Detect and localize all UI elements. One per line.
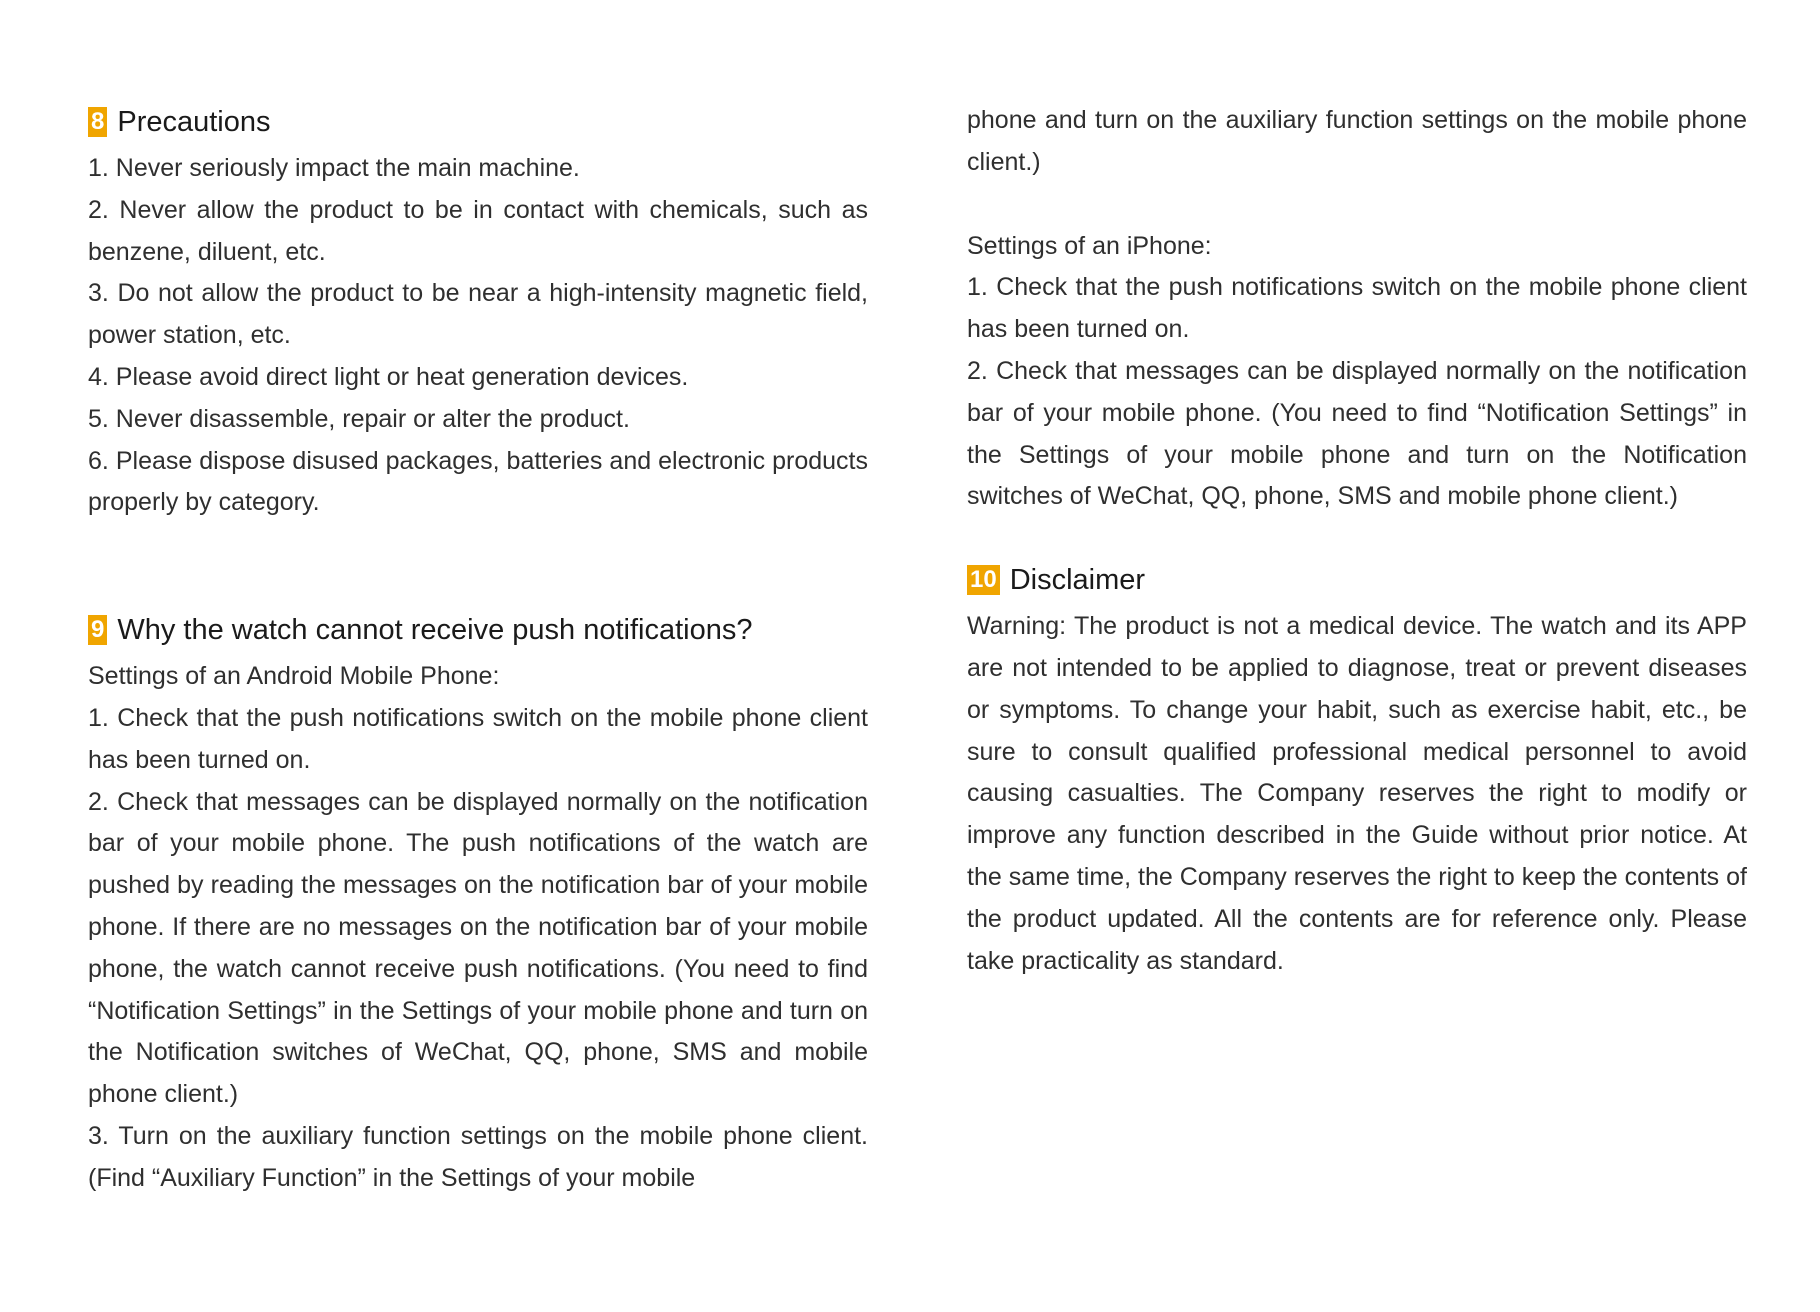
section-number-badge: 10 bbox=[967, 565, 1000, 595]
push-notifications-heading bbox=[88, 608, 868, 652]
section-number-badge: 9 bbox=[88, 615, 107, 645]
left-column bbox=[88, 100, 868, 1200]
precautions-section bbox=[88, 100, 868, 524]
section-gap bbox=[967, 518, 1747, 558]
disclaimer-heading bbox=[967, 558, 1747, 602]
precautions-heading bbox=[88, 100, 868, 144]
android-settings-item: 2. Check that messages can be displayed normally on the notification bar of your mobile phone. The push notifications of the watch are pushed by reading the messages on the notification bar of your mobile phone. If there are no messages on the notification bar of your mobile phone, the watch cannot receive push notifications. (You need to find “Notification Settings” in the Settings of your mobile phone and turn on the Notification switches of WeChat, QQ, phone, SMS and mobile phone client.) bbox=[88, 787, 868, 1109]
iphone-settings-item: 1. Check that the push notifications switch on the mobile phone client has been turned on. bbox=[967, 273, 1747, 344]
precaution-item: 1. Never seriously impact the main machine. bbox=[88, 154, 580, 182]
section-title: Disclaimer bbox=[1009, 563, 1146, 596]
android-settings-item: 1. Check that the push notifications switch on the mobile phone client has been turned on. bbox=[88, 703, 868, 774]
precaution-item: 4. Please avoid direct light or heat generation devices. bbox=[88, 362, 689, 391]
iphone-settings-heading: Settings of an iPhone: bbox=[967, 231, 1212, 260]
disclaimer-body: Warning: The product is not a medical device. The watch and its APP are not intended to be applied to diagnose, treat or prevent diseases or symptoms. To change your habit, such as exercise habit, etc., be sure to consult qualified professional medical personnel to avoid causing casualties. The Company reserves the right to modify or improve any function described in the Guide without prior notice. At the same time, the Company reserves the right to keep the contents of the product updated. All the contents are for reference only. Please take practicality as standard. bbox=[967, 612, 1747, 975]
android-settings-heading: Settings of an Android Mobile Phone: bbox=[88, 662, 500, 691]
precaution-item: 6. Please dispose disused packages, batteries and electronic products properly by category. bbox=[88, 446, 868, 517]
section-gap bbox=[88, 524, 868, 608]
iphone-settings-item: 2. Check that messages can be displayed normally on the notification bar of your mobile phone. (You need to find “Notification Settings” in the Settings of your mobile phone and turn on the Notification switches of WeChat, QQ, phone, SMS and mobile phone client.) bbox=[967, 356, 1747, 511]
section-number-badge: 8 bbox=[88, 107, 107, 137]
precaution-item: 3. Do not allow the product to be near a high-intensity magnetic field, power station, etc. bbox=[88, 279, 868, 350]
section-title: Precautions bbox=[117, 105, 271, 138]
android-settings-item-continued: phone and turn on the auxiliary function settings on the mobile phone client.) bbox=[967, 106, 1747, 176]
paragraph-gap bbox=[967, 184, 1747, 226]
section-title: Why the watch cannot receive push notifications? bbox=[117, 613, 753, 646]
precaution-item: 2. Never allow the product to be in contact with chemicals, such as benzene, diluent, etc. bbox=[88, 195, 868, 266]
push-notifications-section bbox=[88, 608, 868, 1199]
right-column bbox=[967, 100, 1747, 982]
android-settings-item: 3. Turn on the auxiliary function settings on the mobile phone client.(Find “Auxiliary Function” in the Settings of your mobile bbox=[88, 1121, 868, 1192]
precaution-item: 5. Never disassemble, repair or alter the product. bbox=[88, 404, 630, 433]
disclaimer-section bbox=[967, 558, 1747, 982]
